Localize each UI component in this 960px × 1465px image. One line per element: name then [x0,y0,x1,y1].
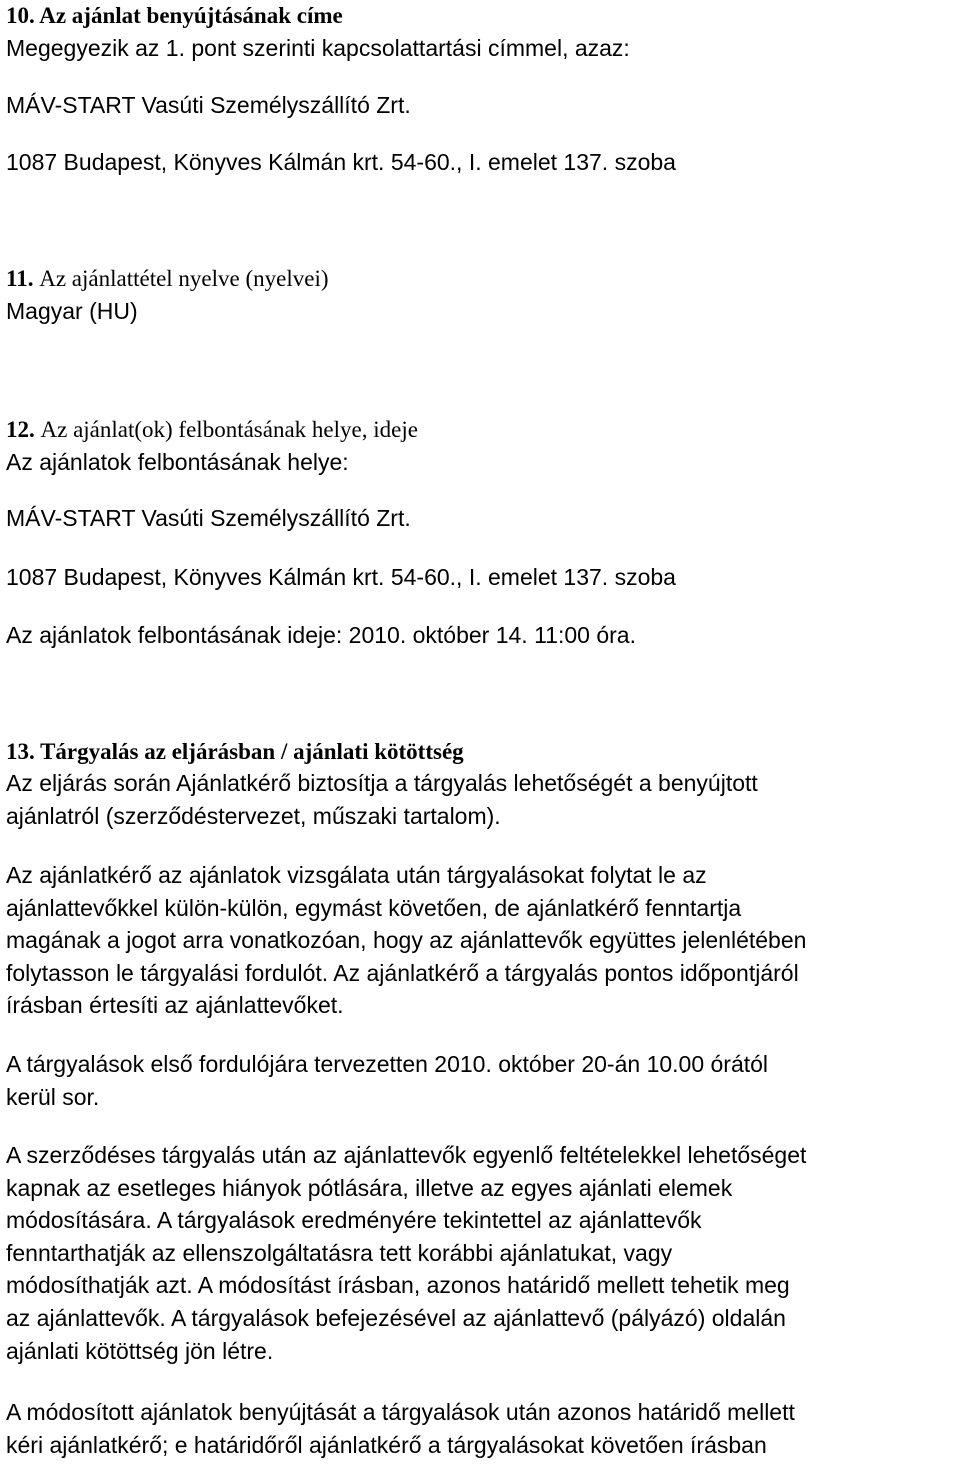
paragraph-line: módosítására. A tárgyalások eredményére tekintettel az ajánlattevők [6,1207,702,1234]
section-13 [6,738,464,766]
paragraph-line: írásban értesíti az ajánlattevőket. [6,992,344,1019]
paragraph-line: Az eljárás során Ajánlatkérő biztosítja a tárgyalás lehetőségét a benyújtott [6,770,758,796]
section-10-title: Az ajánlat benyújtásának címe [39,3,343,28]
section-10 [6,2,343,30]
section-13-paragraph-3 [6,1048,768,1113]
section-13-paragraph-5 [6,1396,795,1461]
section-10-address: 1087 Budapest, Könyves Kálmán krt. 54-60., I. emelet 137. szoba [6,149,676,175]
section-12-number: 12. [6,417,35,442]
paragraph-line: az ajánlattevők. A tárgyalások befejezésével az ajánlattevő (pályázó) oldalán [6,1304,786,1331]
section-13-title: Tárgyalás az eljárásban / ajánlati kötöttség [40,739,464,764]
section-11-number: 11. [6,266,34,291]
section-13-heading [6,738,464,766]
section-12-address: 1087 Budapest, Könyves Kálmán krt. 54-60., I. emelet 137. szoba [6,564,676,590]
paragraph-line: magának a jogot arra vonatkozóan, hogy az ajánlattevők együttes jelenlétében [6,927,807,954]
paragraph-line: A tárgyalások első fordulójára tervezetten 2010. október 20-án 10.00 órától [6,1051,769,1077]
paragraph-line: fenntarthatják az ellenszolgáltatásra tett korábbi ajánlatukat, vagy [6,1239,673,1266]
section-10-org: MÁV-START Vasúti Személyszállító Zrt. [6,92,411,118]
section-12 [6,416,418,444]
section-12-place-label: Az ajánlatok felbontásának helye: [6,449,349,475]
section-11-title: Az ajánlattétel nyelve (nyelvei) [39,266,329,291]
section-13-number: 13. [6,739,35,764]
section-11 [6,265,329,293]
section-12-heading [6,416,418,444]
section-10-number: 10. [6,3,35,28]
paragraph-line: módosíthatják azt. A módosítást írásban, azonos határidő mellett tehetik meg [6,1272,790,1299]
paragraph-line: ajánlati kötöttség jön létre. [6,1337,274,1364]
paragraph-line: A szerződéses tárgyalás után az ajánlattevők egyenlő feltételekkel lehetőséget [6,1142,807,1168]
paragraph-line: folytasson le tárgyalási fordulót. Az ajánlatkérő a tárgyalás pontos időpontjáról [6,959,799,986]
section-11-heading [6,265,329,293]
section-12-org: MÁV-START Vasúti Személyszállító Zrt. [6,505,411,531]
section-10-intro: Megegyezik az 1. pont szerinti kapcsolattartási címmel, azaz: [6,35,630,61]
paragraph-line: Az ajánlatkérő az ajánlatok vizsgálata után tárgyalásokat folytat le az [6,862,707,888]
section-13-paragraph-4 [6,1139,806,1367]
paragraph-line: kapnak az esetleges hiányok pótlására, illetve az egyes ajánlati elemek [6,1174,733,1201]
paragraph-line: ajánlattevőkkel külön-külön, egymást követően, de ajánlatkérő fenntartja [6,894,742,921]
paragraph-line: A módosított ajánlatok benyújtását a tárgyalások után azonos határidő mellett [6,1399,795,1425]
section-12-title: Az ajánlat(ok) felbontásának helye, ideje [40,417,418,442]
section-12-time: Az ajánlatok felbontásának ideje: 2010. október 14. 11:00 óra. [6,622,636,648]
section-13-paragraph-2 [6,859,806,1022]
paragraph-line: ajánlatról (szerződéstervezet, műszaki tartalom). [6,802,501,829]
paragraph-line: kerül sor. [6,1083,100,1110]
section-11-value: Magyar (HU) [6,298,138,324]
paragraph-line: kéri ajánlatkérő; e határidőről ajánlatkérő a tárgyalásokat követően írásban [6,1431,767,1458]
section-10-heading [6,2,343,30]
section-13-paragraph-1 [6,767,758,832]
